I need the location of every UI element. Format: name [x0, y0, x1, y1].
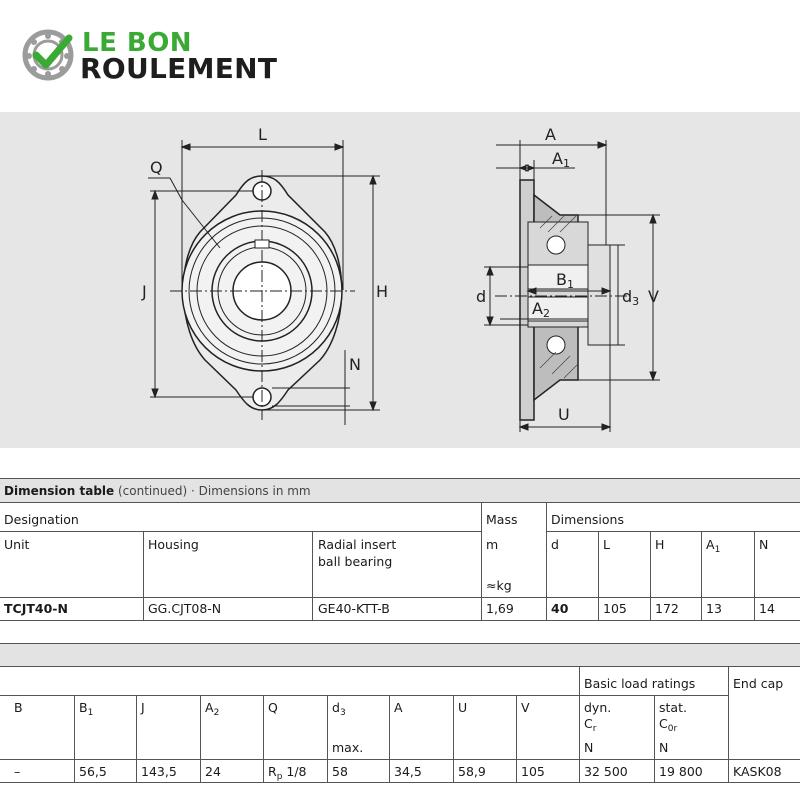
table-title — [4, 484, 311, 498]
cell-J: 143,5 — [141, 764, 177, 779]
label-J: J — [142, 282, 147, 301]
cell-N: 14 — [759, 601, 775, 616]
divider — [516, 695, 517, 782]
table-title-continued: (continued) — [117, 484, 188, 498]
divider — [0, 759, 800, 760]
header-end-cap: End cap — [733, 676, 784, 691]
brand-line-1: LE BON — [82, 28, 193, 58]
front-view — [148, 140, 380, 425]
divider — [654, 695, 655, 782]
label-d: d — [476, 287, 487, 306]
table-title-bold: Dimension table — [4, 484, 115, 498]
divider — [546, 531, 800, 532]
divider — [136, 695, 137, 782]
technical-drawing — [0, 112, 800, 448]
cell-L: 105 — [603, 601, 627, 616]
header-stat: stat. — [659, 700, 687, 715]
cell-mass: 1,69 — [486, 601, 514, 616]
cell-C0r: 19 800 — [659, 764, 703, 779]
header-d3: $d_3$ — [332, 700, 346, 718]
cell-H: 172 — [655, 601, 679, 616]
header-A2: $A_2$ — [205, 700, 220, 718]
header-m: m — [486, 537, 499, 552]
divider — [546, 503, 547, 620]
label-Q: Q — [150, 158, 163, 177]
header-unit: Unit — [4, 537, 30, 552]
cell-Cr: 32 500 — [584, 764, 628, 779]
cell-B1: 56,5 — [79, 764, 107, 779]
cell-A2: 24 — [205, 764, 221, 779]
divider — [728, 667, 729, 782]
cell-d: 40 — [551, 601, 569, 616]
divider — [263, 695, 264, 782]
label-U: U — [558, 405, 570, 424]
label-H: H — [376, 282, 389, 301]
table-title-dot: · — [190, 484, 195, 498]
header-N-dyn: N — [584, 740, 594, 755]
cell-Q: $R_p$ 1/8 — [268, 764, 307, 782]
header-d: d — [551, 537, 559, 552]
divider — [74, 695, 75, 782]
header-N: N — [759, 537, 769, 552]
header-dimensions: Dimensions — [551, 512, 624, 527]
header-max: max. — [332, 740, 364, 755]
label-A: A — [545, 125, 556, 144]
header-B1: $B_1$ — [79, 700, 94, 718]
cell-U: 58,9 — [458, 764, 486, 779]
header-dyn: dyn. — [584, 700, 612, 715]
header — [0, 0, 800, 112]
header-N-stat: N — [659, 740, 669, 755]
label-A2: A2 — [532, 299, 550, 320]
cell-A: 34,5 — [394, 764, 422, 779]
brand-logo[interactable] — [22, 26, 302, 86]
header-mass: Mass — [486, 512, 518, 527]
header-kg: ≈kg — [486, 578, 512, 593]
header-basic-load-ratings: Basic load ratings — [584, 676, 696, 691]
brand-line-2: ROULEMENT — [80, 52, 278, 85]
label-L: L — [258, 125, 267, 144]
header-H: H — [655, 537, 665, 552]
cell-d3: 58 — [332, 764, 348, 779]
divider — [453, 695, 454, 782]
label-N: N — [349, 355, 361, 374]
header-A: A — [394, 700, 403, 715]
cell-A1: 13 — [706, 601, 722, 616]
header-radial-1: Radial insert — [318, 537, 397, 552]
cell-V: 105 — [521, 764, 545, 779]
table-title-units: Dimensions in mm — [198, 484, 311, 498]
divider — [200, 695, 201, 782]
header-L: L — [603, 537, 610, 552]
divider — [0, 695, 728, 696]
cell-B: – — [14, 764, 21, 779]
divider — [0, 782, 800, 783]
cell-unit: TCJT40-N — [4, 601, 68, 616]
drawing-svg — [0, 112, 800, 448]
header-Cr: $C_r$ — [584, 716, 597, 734]
check-bearing-icon — [22, 28, 78, 84]
divider — [327, 695, 328, 782]
header-A1: $A_1$ — [706, 537, 721, 555]
divider — [598, 531, 599, 620]
label-B1: B1 — [556, 270, 574, 291]
divider — [481, 503, 482, 620]
header-housing: Housing — [148, 537, 199, 552]
header-designation: Designation — [4, 512, 79, 527]
divider — [701, 531, 702, 620]
divider — [312, 531, 313, 620]
divider — [143, 531, 144, 620]
header-radial-2: ball bearing — [318, 554, 393, 569]
cell-end-cap: KASK08 — [733, 764, 782, 779]
table-title-bar — [0, 478, 800, 503]
header-C0r: $C_{0r}$ — [659, 716, 678, 734]
label-V: V — [648, 287, 659, 306]
label-d3: d3 — [622, 287, 640, 308]
cell-bearing: GE40-KTT-B — [318, 601, 390, 616]
header-J: J — [141, 700, 145, 715]
divider — [0, 620, 800, 621]
header-Q: Q — [268, 700, 278, 715]
header-V: V — [521, 700, 530, 715]
table-separator-bar — [0, 643, 800, 667]
divider — [0, 531, 481, 532]
cell-housing: GG.CJT08-N — [148, 601, 222, 616]
header-B: B — [14, 700, 23, 715]
divider — [579, 667, 580, 782]
label-A1: A1 — [552, 149, 570, 170]
divider — [0, 597, 800, 598]
divider — [389, 695, 390, 782]
header-U: U — [458, 700, 468, 715]
divider — [650, 531, 651, 620]
divider — [754, 531, 755, 620]
